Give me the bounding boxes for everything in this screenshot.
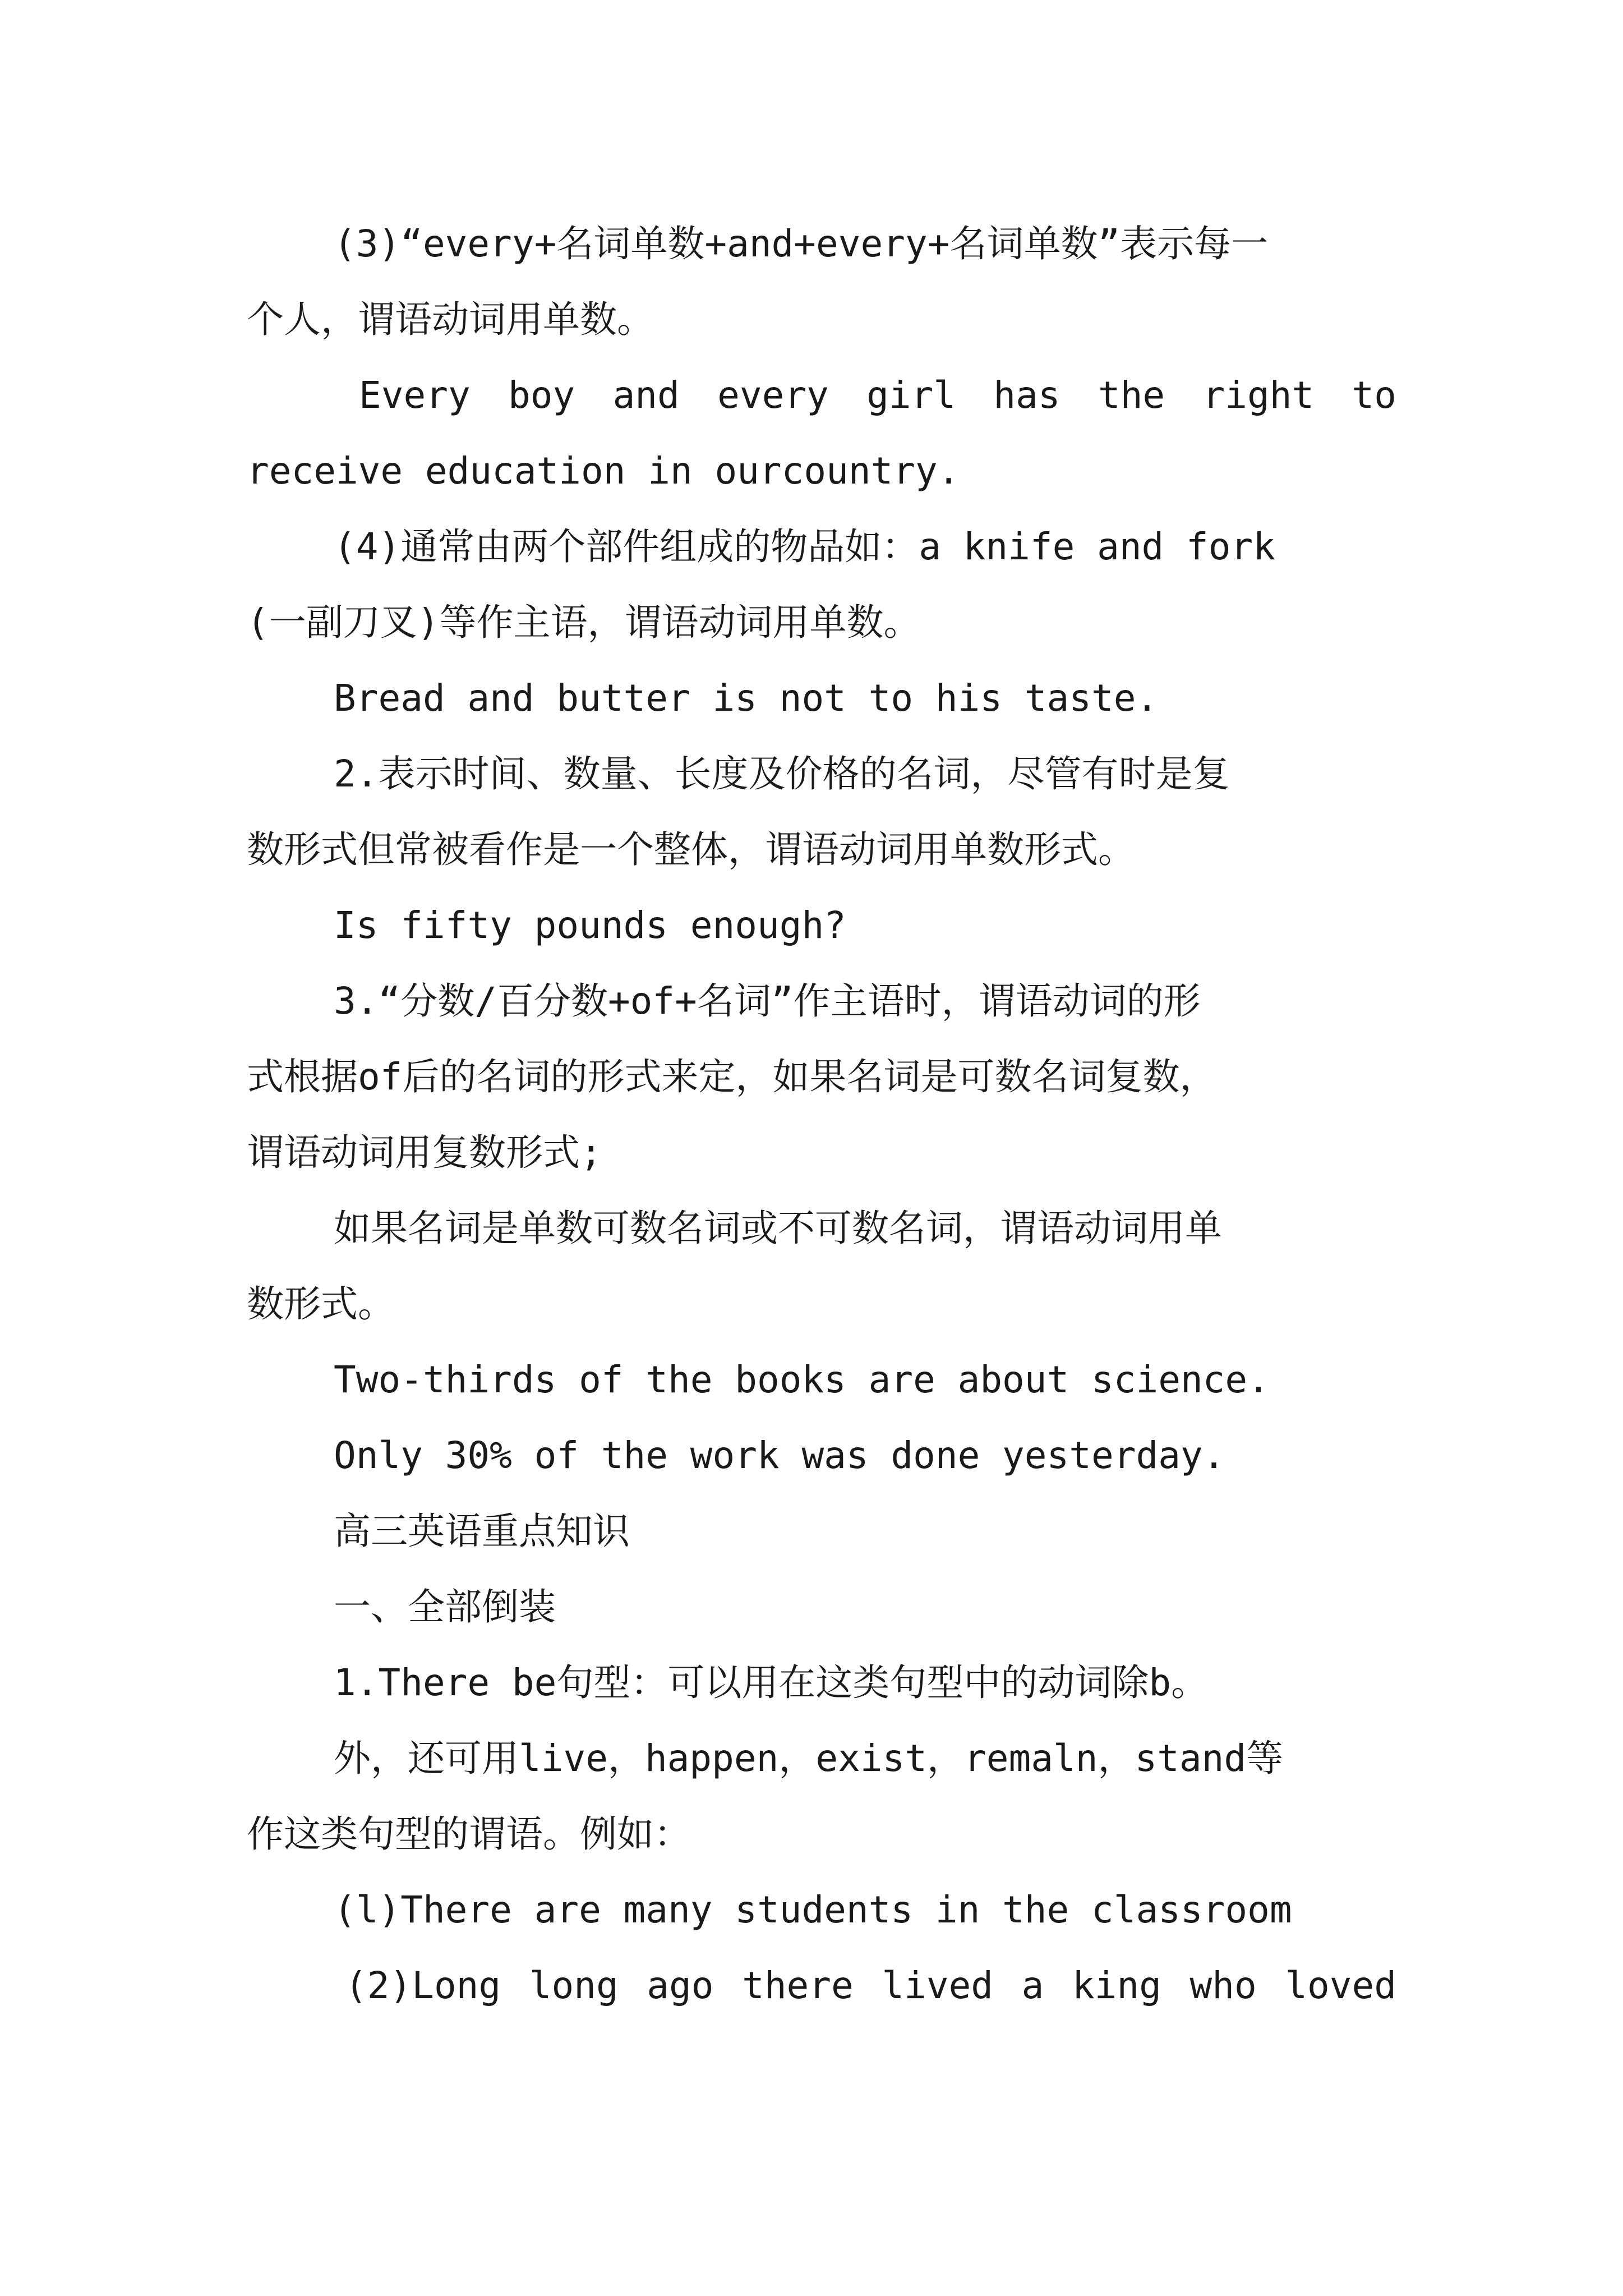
text-line: 个人，谓语动词用单数。 <box>247 298 654 341</box>
text-line: (3)“every+名词单数+and+every+名词单数”表示每一 <box>334 222 1269 265</box>
text-line: Two-thirds of the books are about science. <box>334 1358 1270 1401</box>
text-line: (4)通常由两个部件组成的物品如：a knife and fork <box>334 525 1275 568</box>
text-line: 3.“分数/百分数+of+名词”作主语时，谓语动词的形 <box>334 979 1201 1023</box>
text-line: (2)Long long ago there lived a king who loved <box>345 1964 1396 2007</box>
text-line: Only 30% of the work was done yesterday. <box>334 1434 1225 1477</box>
section-subheading: 一、全部倒装 <box>334 1585 556 1628</box>
text-line: Is fifty pounds enough? <box>334 904 846 947</box>
text-line: (一副刀叉)等作主语，谓语动词用单数。 <box>247 601 921 644</box>
section-heading: 高三英语重点知识 <box>334 1510 630 1553</box>
text-line: 数形式但常被看作是一个整体，谓语动词用单数形式。 <box>247 828 1135 871</box>
text-line: 外，还可用live，happen，exist，remaln，stand等 <box>334 1737 1284 1780</box>
text-line: Every boy and every girl has the right to <box>359 374 1396 417</box>
text-line: (l)There are many students in the classroom <box>334 1888 1292 1931</box>
text-line: Bread and butter is not to his taste. <box>334 677 1159 720</box>
text-line: 1.There be句型：可以用在这类句型中的动词除b。 <box>334 1661 1209 1704</box>
text-line: 如果名词是单数可数名词或不可数名词，谓语动词用单 <box>334 1207 1222 1250</box>
text-line: receive education in ourcountry. <box>247 449 960 493</box>
text-line: 谓语动词用复数形式; <box>247 1131 602 1174</box>
text-line: 2.表示时间、数量、长度及价格的名词，尽管有时是复 <box>334 752 1230 795</box>
text-line: 作这类句型的谓语。例如： <box>247 1812 691 1856</box>
text-line: 式根据of后的名词的形式来定，如果名词是可数名词复数， <box>247 1055 1217 1098</box>
text-line: 数形式。 <box>247 1282 395 1326</box>
